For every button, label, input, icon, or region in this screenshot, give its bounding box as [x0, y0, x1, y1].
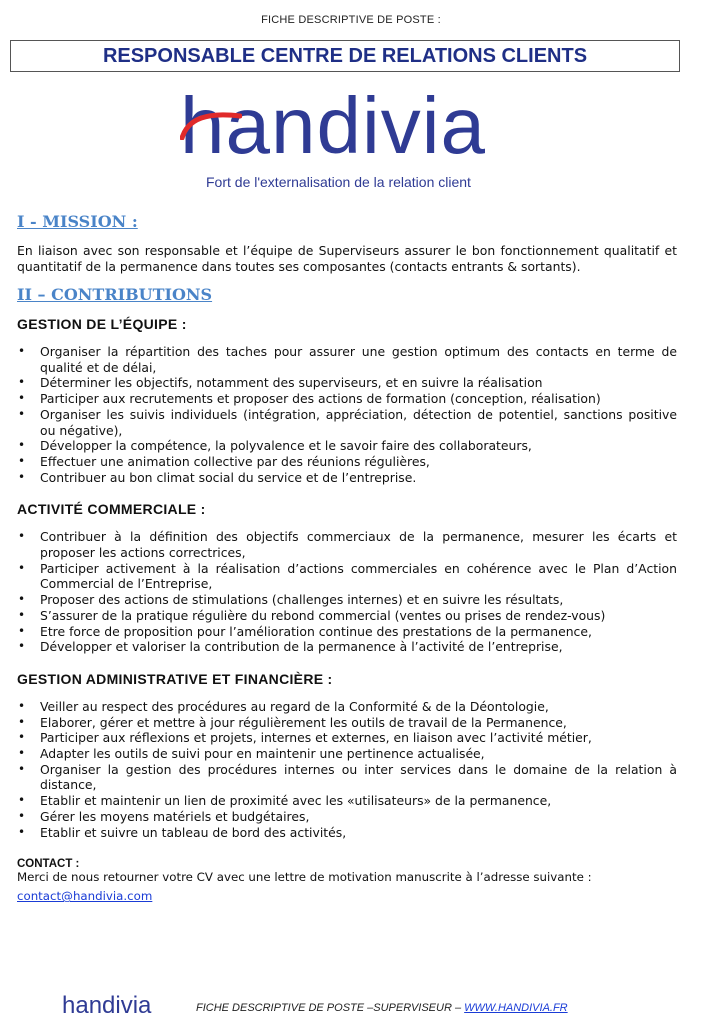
list-item: • Veiller au respect des procédures au regard de la Conformité & de la Déontologie,	[17, 699, 677, 715]
list-item: • Proposer des actions de stimulations (challenges internes) et en suivre les résultats,	[17, 592, 677, 608]
footer-text	[196, 1002, 568, 1014]
contact-text: Merci de nous retourner votre CV avec une lettre de motivation manuscrite à l’adresse suivante :	[17, 870, 592, 885]
list-item: • Développer et valoriser la contribution de la permanence à l’activité de l’entreprise,	[17, 639, 677, 655]
page-footer	[62, 992, 662, 1022]
list-item: • Gérer les moyens matériels et budgétaires,	[17, 809, 677, 825]
group-title-equipe: GESTION DE L’ÉQUIPE :	[17, 316, 187, 332]
equipe-list	[17, 344, 677, 485]
group-title-administrative: GESTION ADMINISTRATIVE ET FINANCIÈRE :	[17, 670, 333, 687]
list-item: • Adapter les outils de suivi pour en maintenir une pertinence actualisée,	[17, 746, 677, 762]
footer-logo: handivia	[62, 992, 152, 1019]
list-item: • Participer aux réflexions et projets, internes et externes, en liaison avec l’activité métier,	[17, 730, 677, 746]
list-item: • Etre force de proposition pour l’amélioration continue des prestations de la permanence,	[17, 624, 677, 640]
document-label: FICHE DESCRIPTIVE DE POSTE :	[261, 14, 441, 26]
list-item: • Etablir et suivre un tableau de bord des activités,	[17, 825, 677, 841]
list-item: • Organiser les suivis individuels (intégration, appréciation, détection de potentiel, sanctions positive ou négative),	[17, 407, 677, 438]
list-item: • Participer aux recrutements et proposer des actions de formation (conception, réalisation)	[17, 391, 677, 407]
contact-heading: CONTACT :	[17, 858, 80, 871]
list-item: • Participer activement à la réalisation d’actions commerciales en cohérence avec le Plan d’Action Commercial de l’Entreprise,	[17, 561, 677, 592]
list-item: • S’assurer de la pratique régulière du rebond commercial (ventes ou prises de rendez-vous)	[17, 608, 677, 624]
footer-label: FICHE DESCRIPTIVE DE POSTE –SUPERVISEUR –	[196, 1002, 465, 1014]
contact-email-link[interactable]: contact@handivia.com	[17, 889, 153, 904]
job-title: RESPONSABLE CENTRE DE RELATIONS CLIENTS	[102, 44, 588, 67]
list-item: • Organiser la répartition des taches pour assurer une gestion optimum des contacts en terme de qualité et de délai,	[17, 344, 677, 375]
list-item: • Organiser la gestion des procédures internes ou inter services dans le domaine de la relation à distance,	[17, 762, 677, 793]
logo-tagline: Fort de l'externalisation de la relation client	[206, 174, 471, 190]
mission-heading: I - MISSION :	[17, 212, 138, 231]
list-item: • Elaborer, gérer et mettre à jour régulièrement les outils de travail de la Permanence,	[17, 715, 677, 731]
group-title-commerciale: ACTIVITÉ COMMERCIALE :	[17, 501, 206, 518]
commerciale-list	[17, 529, 677, 655]
logo-wordmark: handivia	[180, 81, 487, 170]
contributions-heading: II – CONTRIBUTIONS	[17, 285, 213, 304]
main-content	[17, 212, 677, 904]
list-item: • Contribuer au bon climat social du service et de l’entreprise.	[17, 470, 677, 486]
website-link[interactable]: WWW.HANDIVIA.FR	[464, 1002, 568, 1014]
list-item: • Effectuer une animation collective par des réunions régulières,	[17, 454, 677, 470]
list-item: • Déterminer les objectifs, notamment des superviseurs, et en suivre la réalisation	[17, 375, 677, 391]
list-item: • Etablir et maintenir un lien de proximité avec les «utilisateurs» de la permanence,	[17, 793, 677, 809]
list-item: • Contribuer à la définition des objectifs commerciaux de la permanence, mesurer les écarts et proposer les actions correctrices,	[17, 529, 677, 560]
list-item: • Développer la compétence, la polyvalence et le savoir faire des collaborateurs,	[17, 438, 677, 454]
mission-text: En liaison avec son responsable et l’équipe de Superviseurs assurer le bon fonctionnement qualitatif et quantitatif de la permanence dans toutes ses composantes (contacts entrants & sortants).	[17, 243, 677, 274]
job-title-box	[10, 40, 680, 72]
handivia-logo	[180, 81, 540, 204]
contact-section	[17, 858, 677, 904]
administrative-list	[17, 699, 677, 840]
